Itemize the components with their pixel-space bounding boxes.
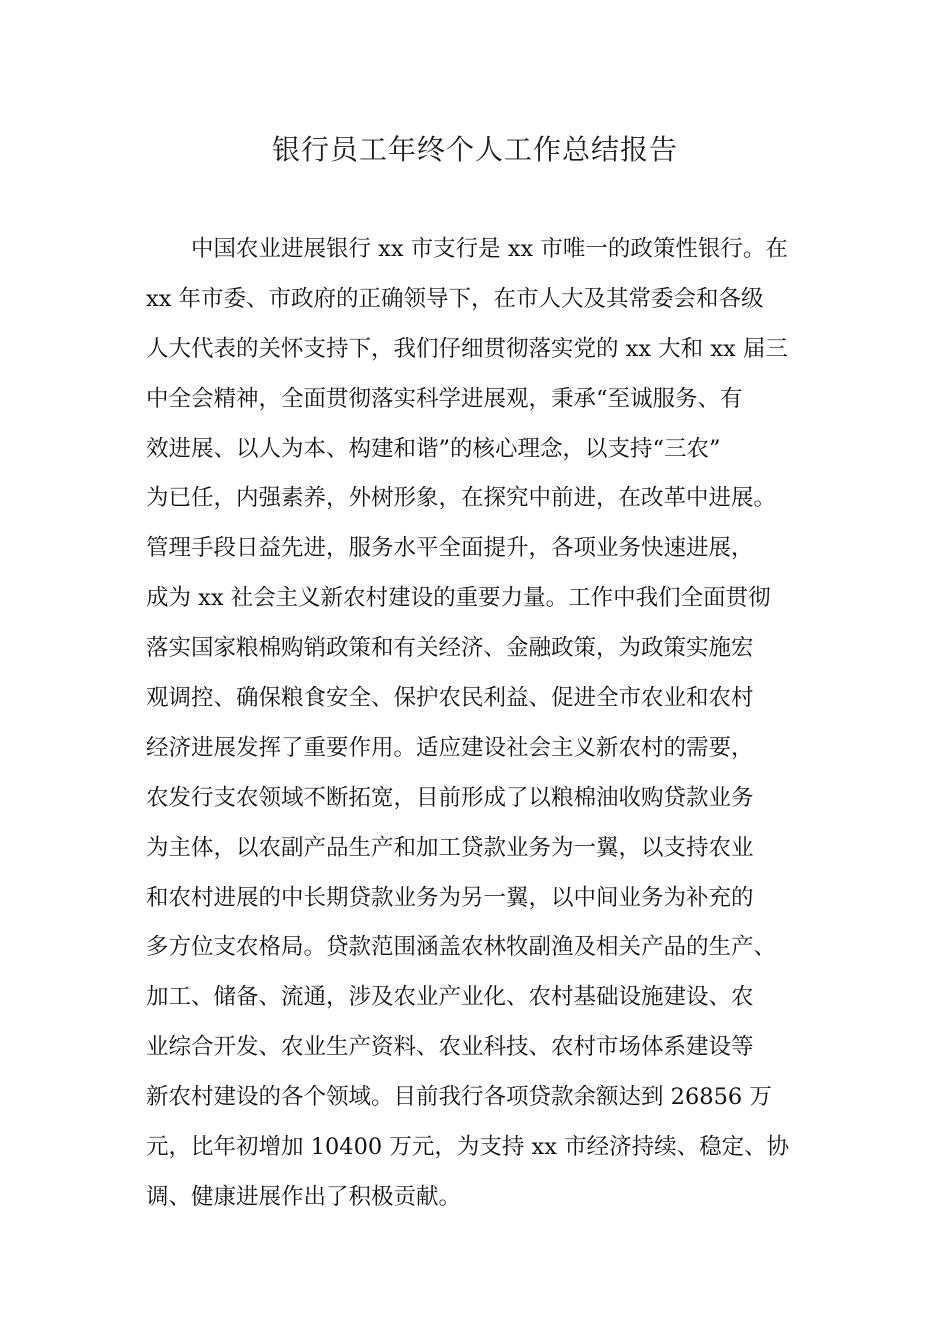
paragraph-line: 为主体，以农副产品生产和加工贷款业务为一翼，以支持农业 [146,834,754,861]
paragraph-line: 新农村建设的各个领域。目前我行各项贷款余额达到 26856 万 [146,1084,772,1111]
paragraph-line: 为已任，内强素养，外树形象，在探究中前进，在改革中进展。 [146,485,777,512]
body-paragraph [146,225,846,1223]
paragraph-line: 经济进展发挥了重要作用。适应建设社会主义新农村的需要， [146,734,754,761]
paragraph-line: 中全会精神，全面贯彻落实科学进展观，秉承“至诚服务、有 [146,385,743,412]
paragraph-line: 落实国家粮棉购销政策和有关经济、金融政策，为政策实施宏 [146,635,754,662]
paragraph-line: 人大代表的关怀支持下，我们仔细贯彻落实党的 xx 大和 xx 届三 [146,335,788,362]
paragraph-line: 效进展、以人为本、构建和谐”的核心理念，以支持“三农” [146,435,721,462]
paragraph-line: 农发行支农领域不断拓宽，目前形成了以粮棉油收购贷款业务 [146,784,754,811]
paragraph-line: 成为 xx 社会主义新农村建设的重要力量。工作中我们全面贯彻 [146,585,771,612]
paragraph-line: xx 年市委、市政府的正确领导下，在市人大及其常委会和各级 [146,285,764,312]
paragraph-line: 元，比年初增加 10400 万元，为支持 xx 市经济持续、稳定、协 [146,1134,790,1161]
paragraph-line: 业综合开发、农业生产资料、农业科技、农村市场体系建设等 [146,1034,754,1061]
document-title: 银行员工年终个人工作总结报告 [271,133,678,166]
paragraph-line: 中国农业进展银行 xx 市支行是 xx 市唯一的政策性银行。在 [191,236,788,262]
paragraph-line: 多方位支农格局。贷款范围涵盖农林牧副渔及相关产品的生产、 [146,934,777,961]
paragraph-line: 加工、储备、流通，涉及农业产业化、农村基础设施建设、农 [146,984,754,1011]
paragraph-line: 调、健康进展作出了积极贡献。 [146,1183,462,1210]
paragraph-line: 观调控、确保粮食安全、保护农民利益、促进全市农业和农村 [146,685,754,712]
paragraph-line: 管理手段日益先进，服务水平全面提升，各项业务快速进展， [146,535,754,562]
paragraph-line: 和农村进展的中长期贷款业务为另一翼，以中间业务为补充的 [146,884,754,911]
